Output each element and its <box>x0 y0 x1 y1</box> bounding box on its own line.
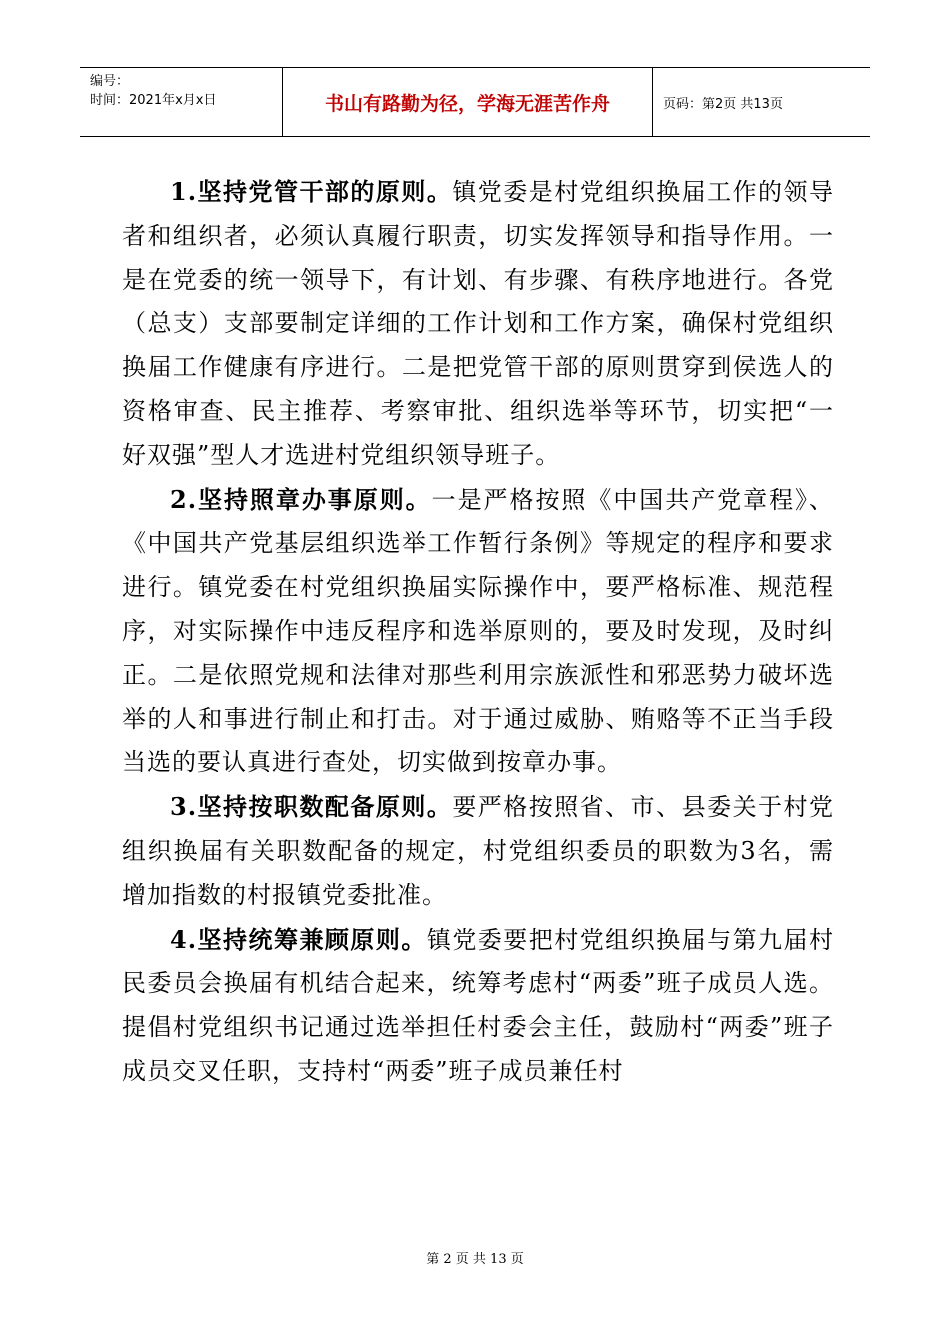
paragraph-heading: 4.坚持统筹兼顾原则。 <box>170 924 427 954</box>
paragraph-heading: 1.坚持党管干部的原则。 <box>170 177 453 206</box>
paragraph-2 <box>122 478 834 786</box>
paragraph-3 <box>122 785 834 917</box>
paragraph-text: 要严格按照省、市、县委关于村党组织换届有关职数配备的规定，村党组织委员的职数为3名，需增加指数的村报镇党委批准。 <box>122 793 834 909</box>
document-number-label: 编号： <box>90 74 130 89</box>
document-time-label: 时间：2021年x月x日 <box>90 93 217 108</box>
header-page-info: 页码：第2页 共13页 <box>663 96 783 112</box>
paragraph-text: 一是严格按照《中国共产党章程》、《中国共产党基层组织选举工作暂行条例》等规定的程序和要求进行。镇党委在村党组织换届实际操作中，要严格标准、规范程序，对实际操作中违反程序和选举原则的，要及时发现，及时纠正。二是依照党规和法律对那些利用宗族派性和邪恶势力破坏选举的人和事进行制止和打击。对于通过威胁、贿赂等不正当手段当选的要认真进行查处，切实做到按章办事。 <box>122 485 835 777</box>
paragraph-4 <box>122 918 834 1094</box>
paragraph-text: 镇党委是村党组织换届工作的领导者和组织者，必须认真履行职责，切实发挥领导和指导作用。一是在党委的统一领导下，有计划、有步骤、有秩序地进行。各党（总支）支部要制定详细的工作计划和工作方案，确保村党组织换届工作健康有序进行。二是把党管干部的原则贯穿到侯选人的资格审查、民主推荐、考察审批、组织选举等环节，切实把“一好双强”型人才选进村党组织领导班子。 <box>122 178 834 469</box>
page-header <box>80 67 870 137</box>
header-motto: 书山有路勤为径，学海无涯苦作舟 <box>283 68 653 136</box>
paragraph-text: 镇党委要把村党组织换届与第九届村民委员会换届有机结合起来，统筹考虑村“两委”班子成员人选。提倡村党组织书记通过选举担任村委会主任，鼓励村“两委”班子成员交叉任职，支持村“两委”班子成员兼任村 <box>122 925 835 1085</box>
paragraph-heading: 3.坚持按职数配备原则。 <box>170 792 453 822</box>
document-body <box>122 170 834 1094</box>
page-footer: 第 2 页 共 13 页 <box>426 1252 524 1267</box>
paragraph-1 <box>122 170 834 478</box>
paragraph-heading: 2.坚持照章办事原则。 <box>170 484 432 514</box>
header-meta <box>80 68 283 136</box>
